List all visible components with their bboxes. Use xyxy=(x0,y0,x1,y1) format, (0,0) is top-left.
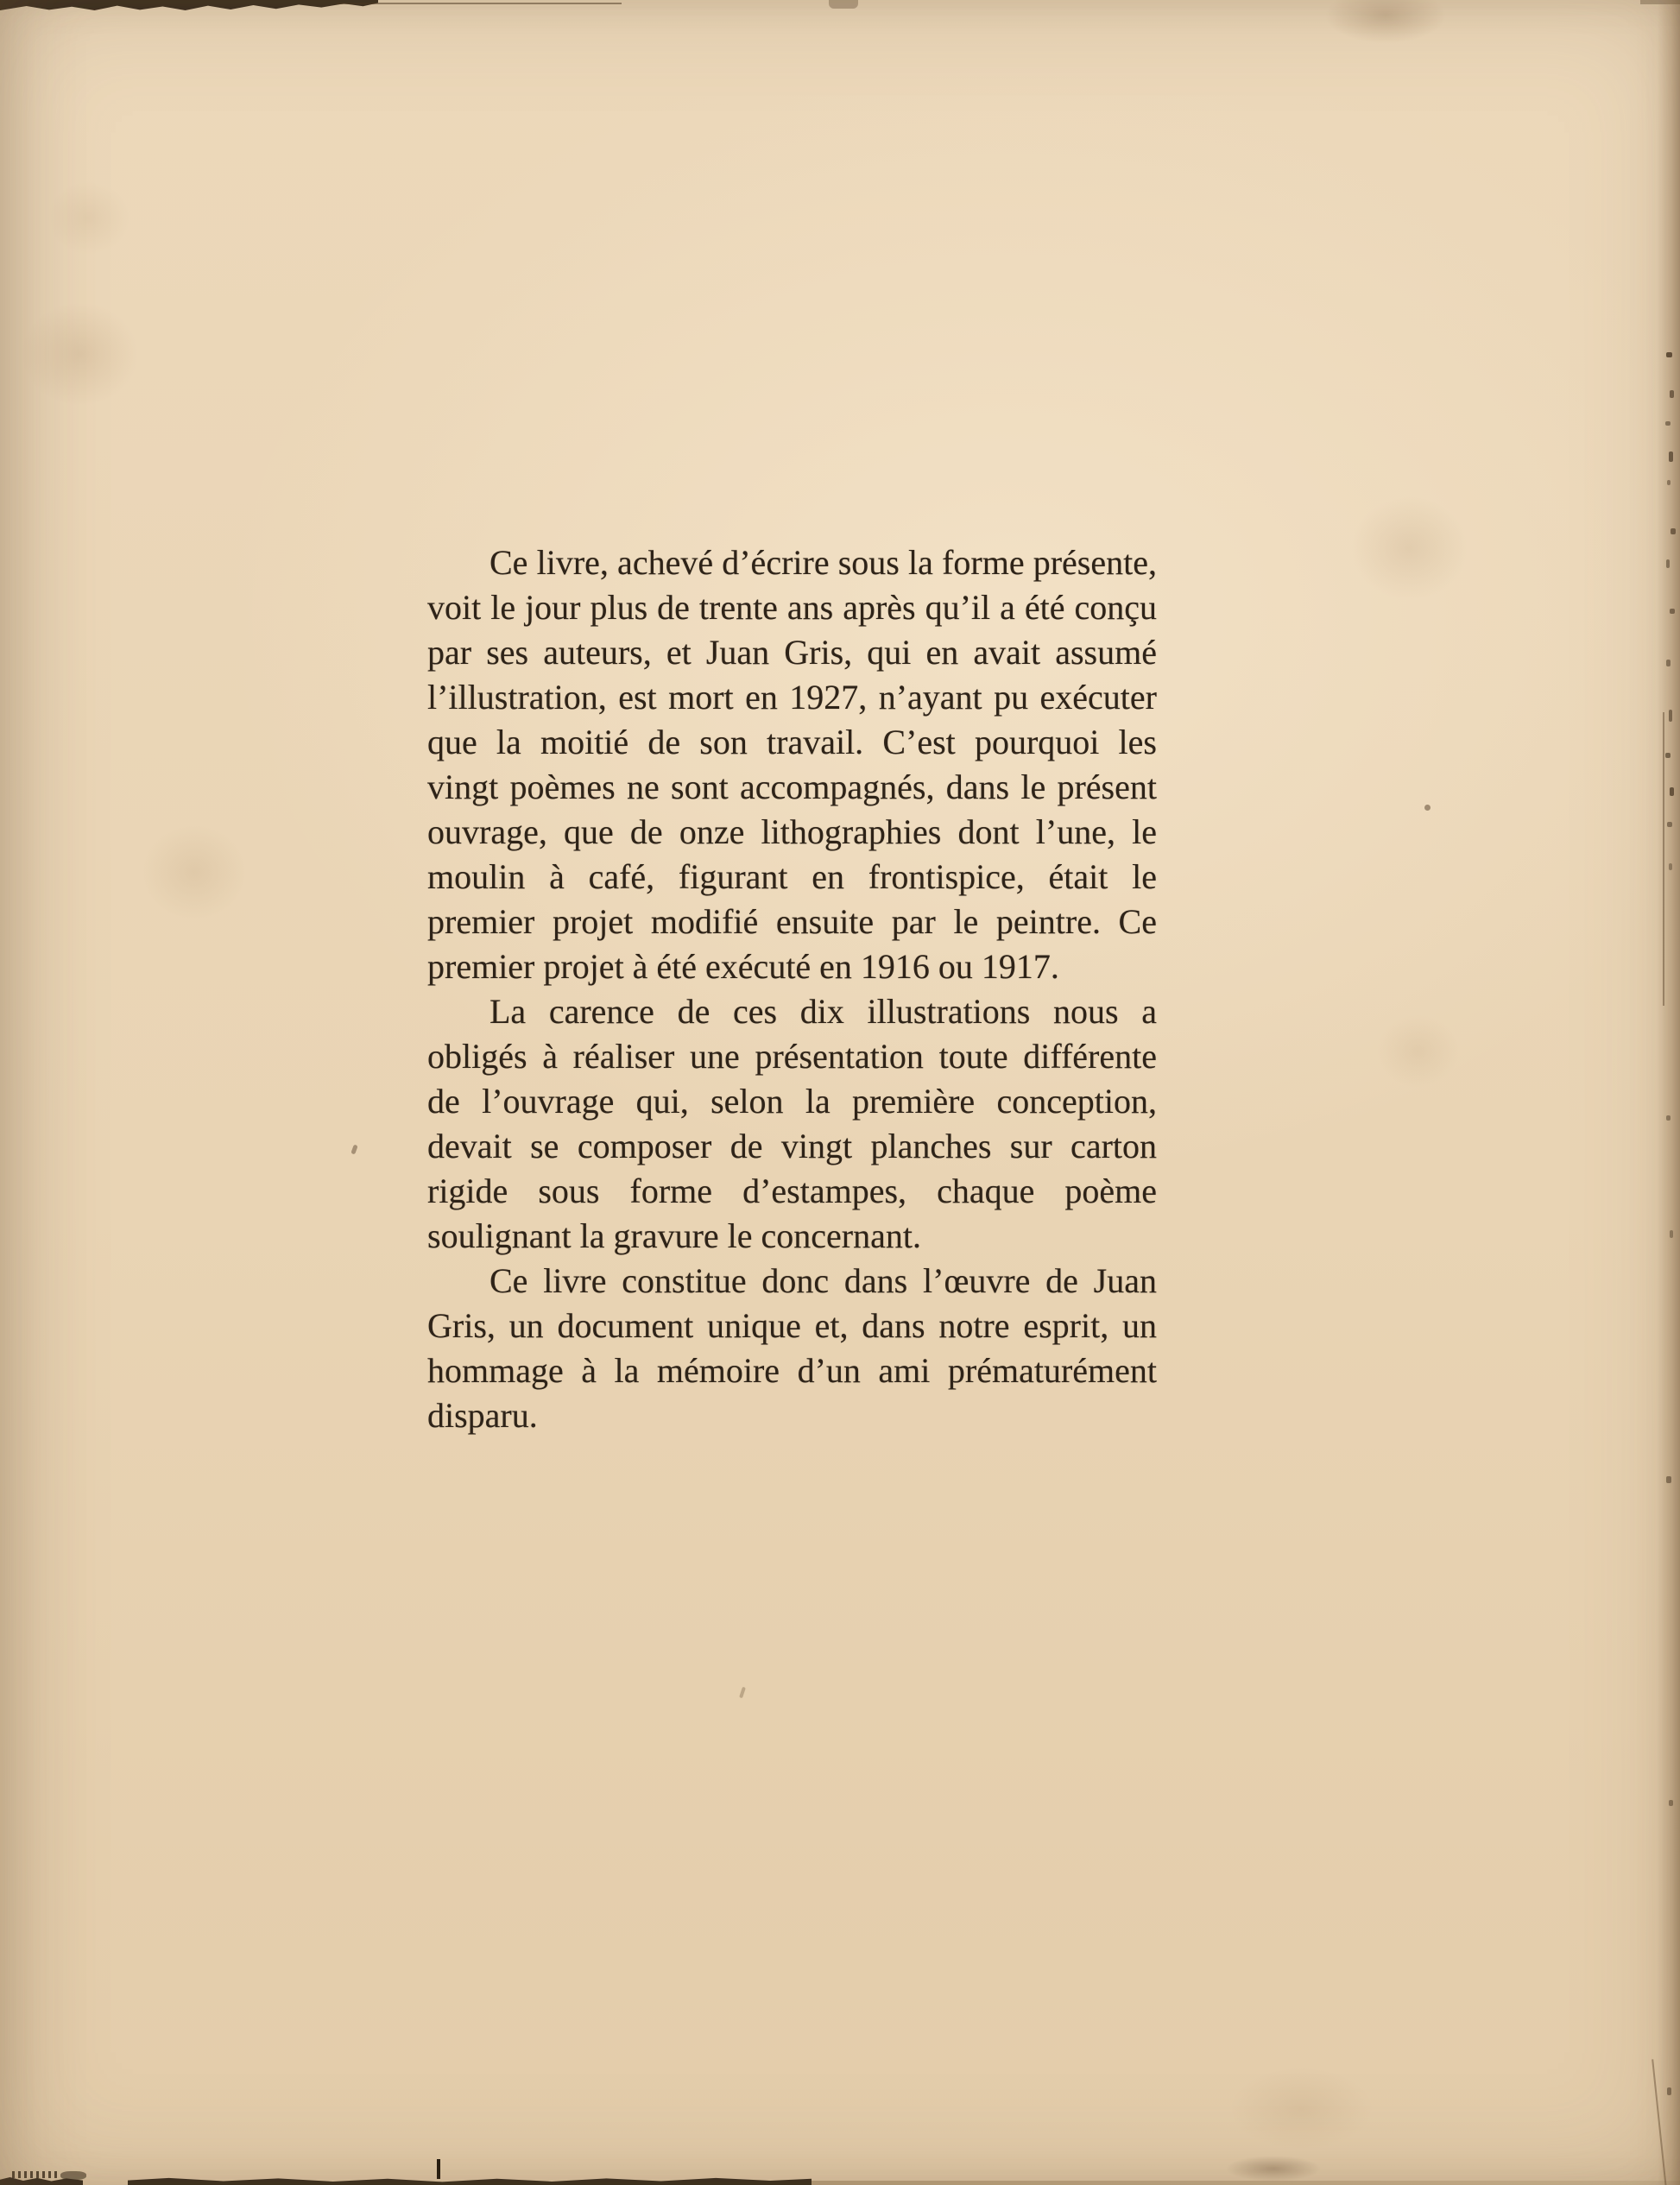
paper-fleck xyxy=(351,1144,357,1154)
top-edge-smudge xyxy=(1325,0,1446,43)
text-line: premier projet à été exécuté en 1916 ou 1917. xyxy=(427,947,1059,986)
paper-stain xyxy=(22,302,138,406)
text-line: Ce livre constitue donc dans l’œuvre de Juan xyxy=(489,1261,1157,1300)
text-line: l’illustration, est mort en 1927, n’ayant pu exécuter xyxy=(427,678,1157,717)
text-line: obligés à réaliser une présentation toute différente xyxy=(427,1037,1157,1076)
text-line: soulignant la gravure le concernant. xyxy=(427,1216,921,1255)
edge-speck xyxy=(1667,822,1672,827)
edge-speck xyxy=(1669,710,1672,722)
bottom-edge-shadow xyxy=(812,2181,1680,2185)
top-right-edge-mark xyxy=(1640,0,1680,4)
edge-speck xyxy=(1669,452,1673,462)
paper-stain xyxy=(47,181,129,255)
text-line: La carence de ces dix illustrations nous a xyxy=(489,992,1157,1031)
bottom-edge-blob xyxy=(60,2171,86,2180)
paper-stain xyxy=(1377,1014,1459,1088)
edge-speck xyxy=(1670,609,1675,614)
text-line: disparu. xyxy=(427,1396,538,1435)
text-line: Gris, un document unique et, dans notre esprit, un xyxy=(427,1306,1157,1345)
edge-speck xyxy=(1665,753,1671,758)
paper-stain xyxy=(1230,2068,1373,2150)
paper-fleck xyxy=(1424,805,1431,811)
edge-speck xyxy=(1667,2087,1671,2095)
right-edge-hairline-bottom xyxy=(1652,2059,1667,2185)
text-line: Ce livre, achevé d’écrire sous la forme présente, xyxy=(489,543,1157,582)
edge-speck xyxy=(1666,660,1671,666)
top-edge-speck xyxy=(829,0,858,9)
edge-speck xyxy=(1666,1115,1671,1121)
paper-stain xyxy=(1351,496,1468,600)
text-line: hommage à la mémoire d’un ami prématurément xyxy=(427,1351,1157,1390)
right-page-edge xyxy=(1658,0,1680,2185)
edge-speck xyxy=(1665,421,1671,426)
text-line: que la moitié de son travail. C’est pourquoi les xyxy=(427,723,1157,761)
bottom-edge-tear xyxy=(0,2177,83,2185)
text-line: voit le jour plus de trente ans après qu’il a été conçu xyxy=(427,588,1157,627)
text-line: moulin à café, figurant en frontispice, était le xyxy=(427,857,1157,896)
edge-speck xyxy=(1666,1476,1671,1483)
bottom-smudge xyxy=(1226,2156,1321,2182)
paper-fleck xyxy=(739,1687,746,1699)
edge-speck xyxy=(1667,480,1671,485)
text-line: par ses auteurs, et Juan Gris, qui en avait assumé xyxy=(427,633,1157,672)
top-edge-tear xyxy=(0,0,378,10)
text-line: vingt poèmes ne sont accompagnés, dans le présent xyxy=(427,767,1157,806)
bottom-edge-scribble xyxy=(12,2171,57,2178)
text-block xyxy=(427,540,1157,1438)
bottom-edge-tear xyxy=(128,2177,812,2185)
paper-stain xyxy=(142,824,246,919)
top-edge-hairline xyxy=(337,3,622,4)
edge-speck xyxy=(1670,787,1674,796)
right-edge-hairline xyxy=(1663,712,1664,1006)
bottom-edge-tick xyxy=(437,2159,440,2179)
edge-speck xyxy=(1666,559,1670,568)
edge-speck xyxy=(1666,352,1672,357)
text-line: premier projet modifié ensuite par le peintre. Ce xyxy=(427,902,1157,941)
edge-speck xyxy=(1671,528,1676,534)
text-line: devait se composer de vingt planches sur carton xyxy=(427,1127,1157,1165)
text-line: rigide sous forme d’estampes, chaque poème xyxy=(427,1171,1157,1210)
text-line: ouvrage, que de onze lithographies dont l’une, le xyxy=(427,812,1157,851)
edge-speck xyxy=(1670,1230,1673,1238)
text-line: de l’ouvrage qui, selon la première conception, xyxy=(427,1082,1157,1121)
edge-speck xyxy=(1670,390,1674,398)
edge-speck xyxy=(1669,1800,1673,1806)
edge-speck xyxy=(1669,863,1672,870)
